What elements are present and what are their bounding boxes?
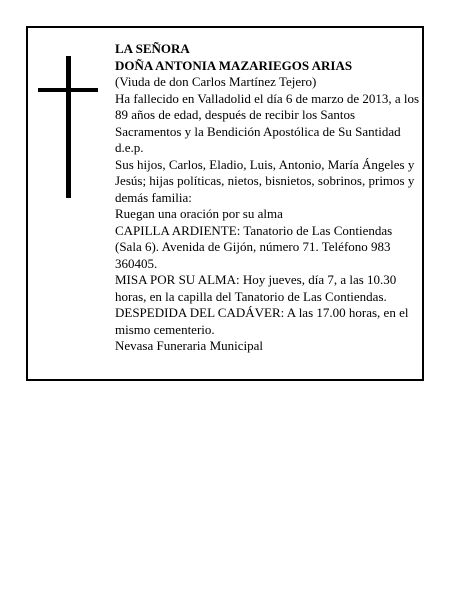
farewell-info: DESPEDIDA DEL CADÁVER: A las 17.00 horas, en el mismo cementerio. (115, 305, 409, 337)
mass-info: MISA POR SU ALMA: Hoy jueves, día 7, a las 10.30 horas, en la capilla del Tanatorio de Las Contiendas. (115, 272, 397, 304)
chapel-info: CAPILLA ARDIENTE: Tanatorio de Las Contiendas (Sala 6). Avenida de Gijón, número 71. Teléfono 983 360405. (115, 222, 393, 271)
rip-abbreviation: d.e.p. (115, 140, 144, 155)
funeral-home: Nevasa Funeraria Municipal (115, 338, 264, 353)
cross-vertical-bar (66, 56, 71, 198)
family-members: Sus hijos, Carlos, Eladio, Luis, Antonio, María Ángeles y Jesús; hijas políticas, nietos, bisnietos, sobrinos, primos y demás familia: (115, 156, 415, 205)
prayer-request: Ruegan una oración por su alma (115, 206, 283, 221)
notice-title: LA SEÑORA (115, 41, 190, 56)
obituary-notice (26, 26, 424, 381)
widow-of: (Viuda de don Carlos Martínez Tejero) (115, 74, 317, 89)
cross-icon (38, 56, 98, 198)
cross-horizontal-bar (38, 88, 98, 92)
death-info: Ha fallecido en Valladolid el día 6 de marzo de 2013, a los 89 años de edad, después de recibir los Santos Sacramentos y la Bendición Apostólica de Su Santidad (115, 90, 420, 139)
notice-text (115, 41, 421, 355)
deceased-name: DOÑA ANTONIA MAZARIEGOS ARIAS (115, 57, 353, 73)
